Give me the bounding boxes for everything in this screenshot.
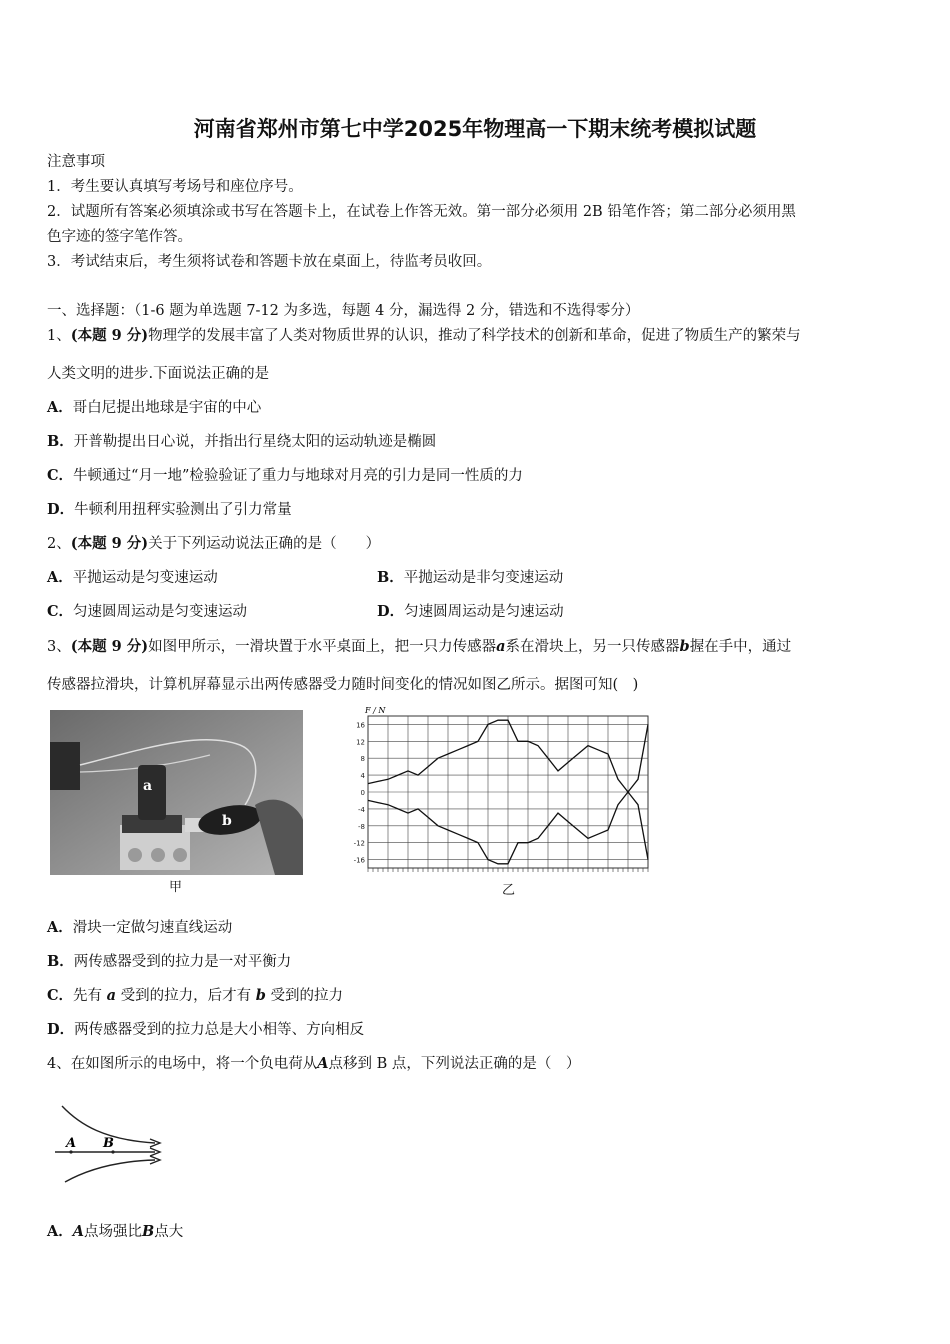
- q1-option-b[interactable]: B．开普勒提出日心说，并指出行星绕太阳的运动轨迹是椭圆: [47, 433, 437, 450]
- notice-item: 1．考生要认真填写考场号和座位序号。: [47, 179, 303, 195]
- q2-option-c[interactable]: C．匀速圆周运动是匀变速运动: [47, 603, 248, 620]
- q2-score-tag: (本题 9 分): [70, 535, 149, 552]
- q1-score-tag: (本题 9 分): [70, 327, 149, 344]
- photo-label-b: b: [222, 813, 232, 829]
- q2-option-a[interactable]: A．平抛运动是匀变速运动: [47, 569, 218, 586]
- q1-option-d[interactable]: D．牛顿利用扭秤实验测出了引力常量: [47, 501, 292, 518]
- q3-score-tag: (本题 9 分): [70, 638, 149, 655]
- y-tick-label: -16: [353, 856, 365, 865]
- y-axis-label: F / N: [365, 706, 386, 715]
- q4-number: 4、: [47, 1056, 71, 1072]
- y-tick-label: -12: [353, 839, 365, 848]
- q2-number: 2、: [47, 536, 71, 552]
- photo-label-a: a: [143, 778, 153, 794]
- q2-option-d[interactable]: D．匀速圆周运动是匀速运动: [377, 603, 564, 620]
- chart-ticks: [354, 721, 366, 864]
- q3-stem-line1: 3、(本题 9 分)如图甲所示，一滑块置于水平桌面上，把一只力传感器a系在滑块上，另一只传感器b握在手中，通过: [47, 638, 792, 655]
- point-b-label: B: [103, 1136, 114, 1151]
- field-line-bottom: [65, 1160, 155, 1182]
- y-tick-label: 12: [356, 738, 365, 747]
- sensor-photo: [50, 710, 303, 875]
- q1-stem-line1: [47, 326, 801, 346]
- q4-stem: 4、在如图所示的电场中，将一个负电荷从A点移到 B 点，下列说法正确的是（ ）: [47, 1055, 581, 1072]
- q2-stem: 2、(本题 9 分)关于下列运动说法正确的是（ ）: [47, 535, 381, 552]
- y-tick-label: 4: [360, 772, 365, 781]
- q3-option-b[interactable]: B．两传感器受到的拉力是一对平衡力: [47, 953, 292, 970]
- figure-caption-jia: 甲: [169, 880, 183, 895]
- section-heading: 一、选择题：（1-6 题为单选题 7-12 为多选，每题 4 分，漏选得 2 分，错选和不选得零分）: [47, 303, 640, 319]
- q4-option-a[interactable]: A．A点场强比B点大: [47, 1223, 184, 1240]
- sensor-photo-drawing: [50, 710, 303, 875]
- q3-option-a[interactable]: A．滑块一定做匀速直线运动: [47, 919, 233, 936]
- point-a-label: A: [66, 1136, 77, 1151]
- notice-item: 2．试题所有答案必须填涂或书写在答题卡上，在试卷上作答无效。第一部分必须用 2B 铅笔作答；第二部分必须用黑: [47, 204, 796, 220]
- chart-grid: [368, 716, 648, 872]
- notice-item: 色字迹的签字笔作答。: [47, 229, 192, 245]
- y-tick-label: 8: [360, 755, 365, 764]
- q3-number: 3、: [47, 639, 71, 655]
- q3-stem-line2: 传感器拉滑块，计算机屏幕显示出两传感器受力随时间变化的情况如图乙所示。据图可知( ): [47, 677, 639, 693]
- q2-option-b[interactable]: B．平抛运动是非匀变速运动: [377, 569, 564, 586]
- q3-option-c[interactable]: C．先有 a 受到的拉力，后才有 b 受到的拉力: [47, 987, 344, 1004]
- y-tick-label: 16: [356, 721, 365, 730]
- q1-stem-line2: 人类文明的进步.下面说法正确的是: [47, 366, 270, 382]
- page-title: 河南省郑州市第七中学2025年物理高一下期末统考模拟试题: [193, 117, 757, 141]
- electric-field-diagram: [50, 1100, 170, 1190]
- y-tick-label: -4: [358, 805, 365, 814]
- force-time-chart: [340, 703, 655, 878]
- q1-number: 1、: [47, 328, 71, 344]
- y-tick-label: 0: [360, 789, 365, 797]
- figure-caption-yi: 乙: [502, 883, 516, 898]
- notice-item: 3．考试结束后，考生须将试卷和答题卡放在桌面上，待监考员收回。: [47, 254, 492, 270]
- q1-option-a[interactable]: A．哥白尼提出地球是宇宙的中心: [47, 399, 262, 416]
- y-tick-label: -8: [358, 822, 365, 831]
- q3-option-d[interactable]: D．两传感器受到的拉力总是大小相等、方向相反: [47, 1021, 365, 1038]
- q1-stem: 物理学的发展丰富了人类对物质世界的认识，推动了科学技术的创新和革命，促进了物质生产的繁荣与: [148, 328, 801, 344]
- notice-heading: 注意事项: [47, 154, 105, 170]
- q1-option-c[interactable]: C．牛顿通过“月一地”检验验证了重力与地球对月亮的引力是同一性质的力: [47, 467, 523, 484]
